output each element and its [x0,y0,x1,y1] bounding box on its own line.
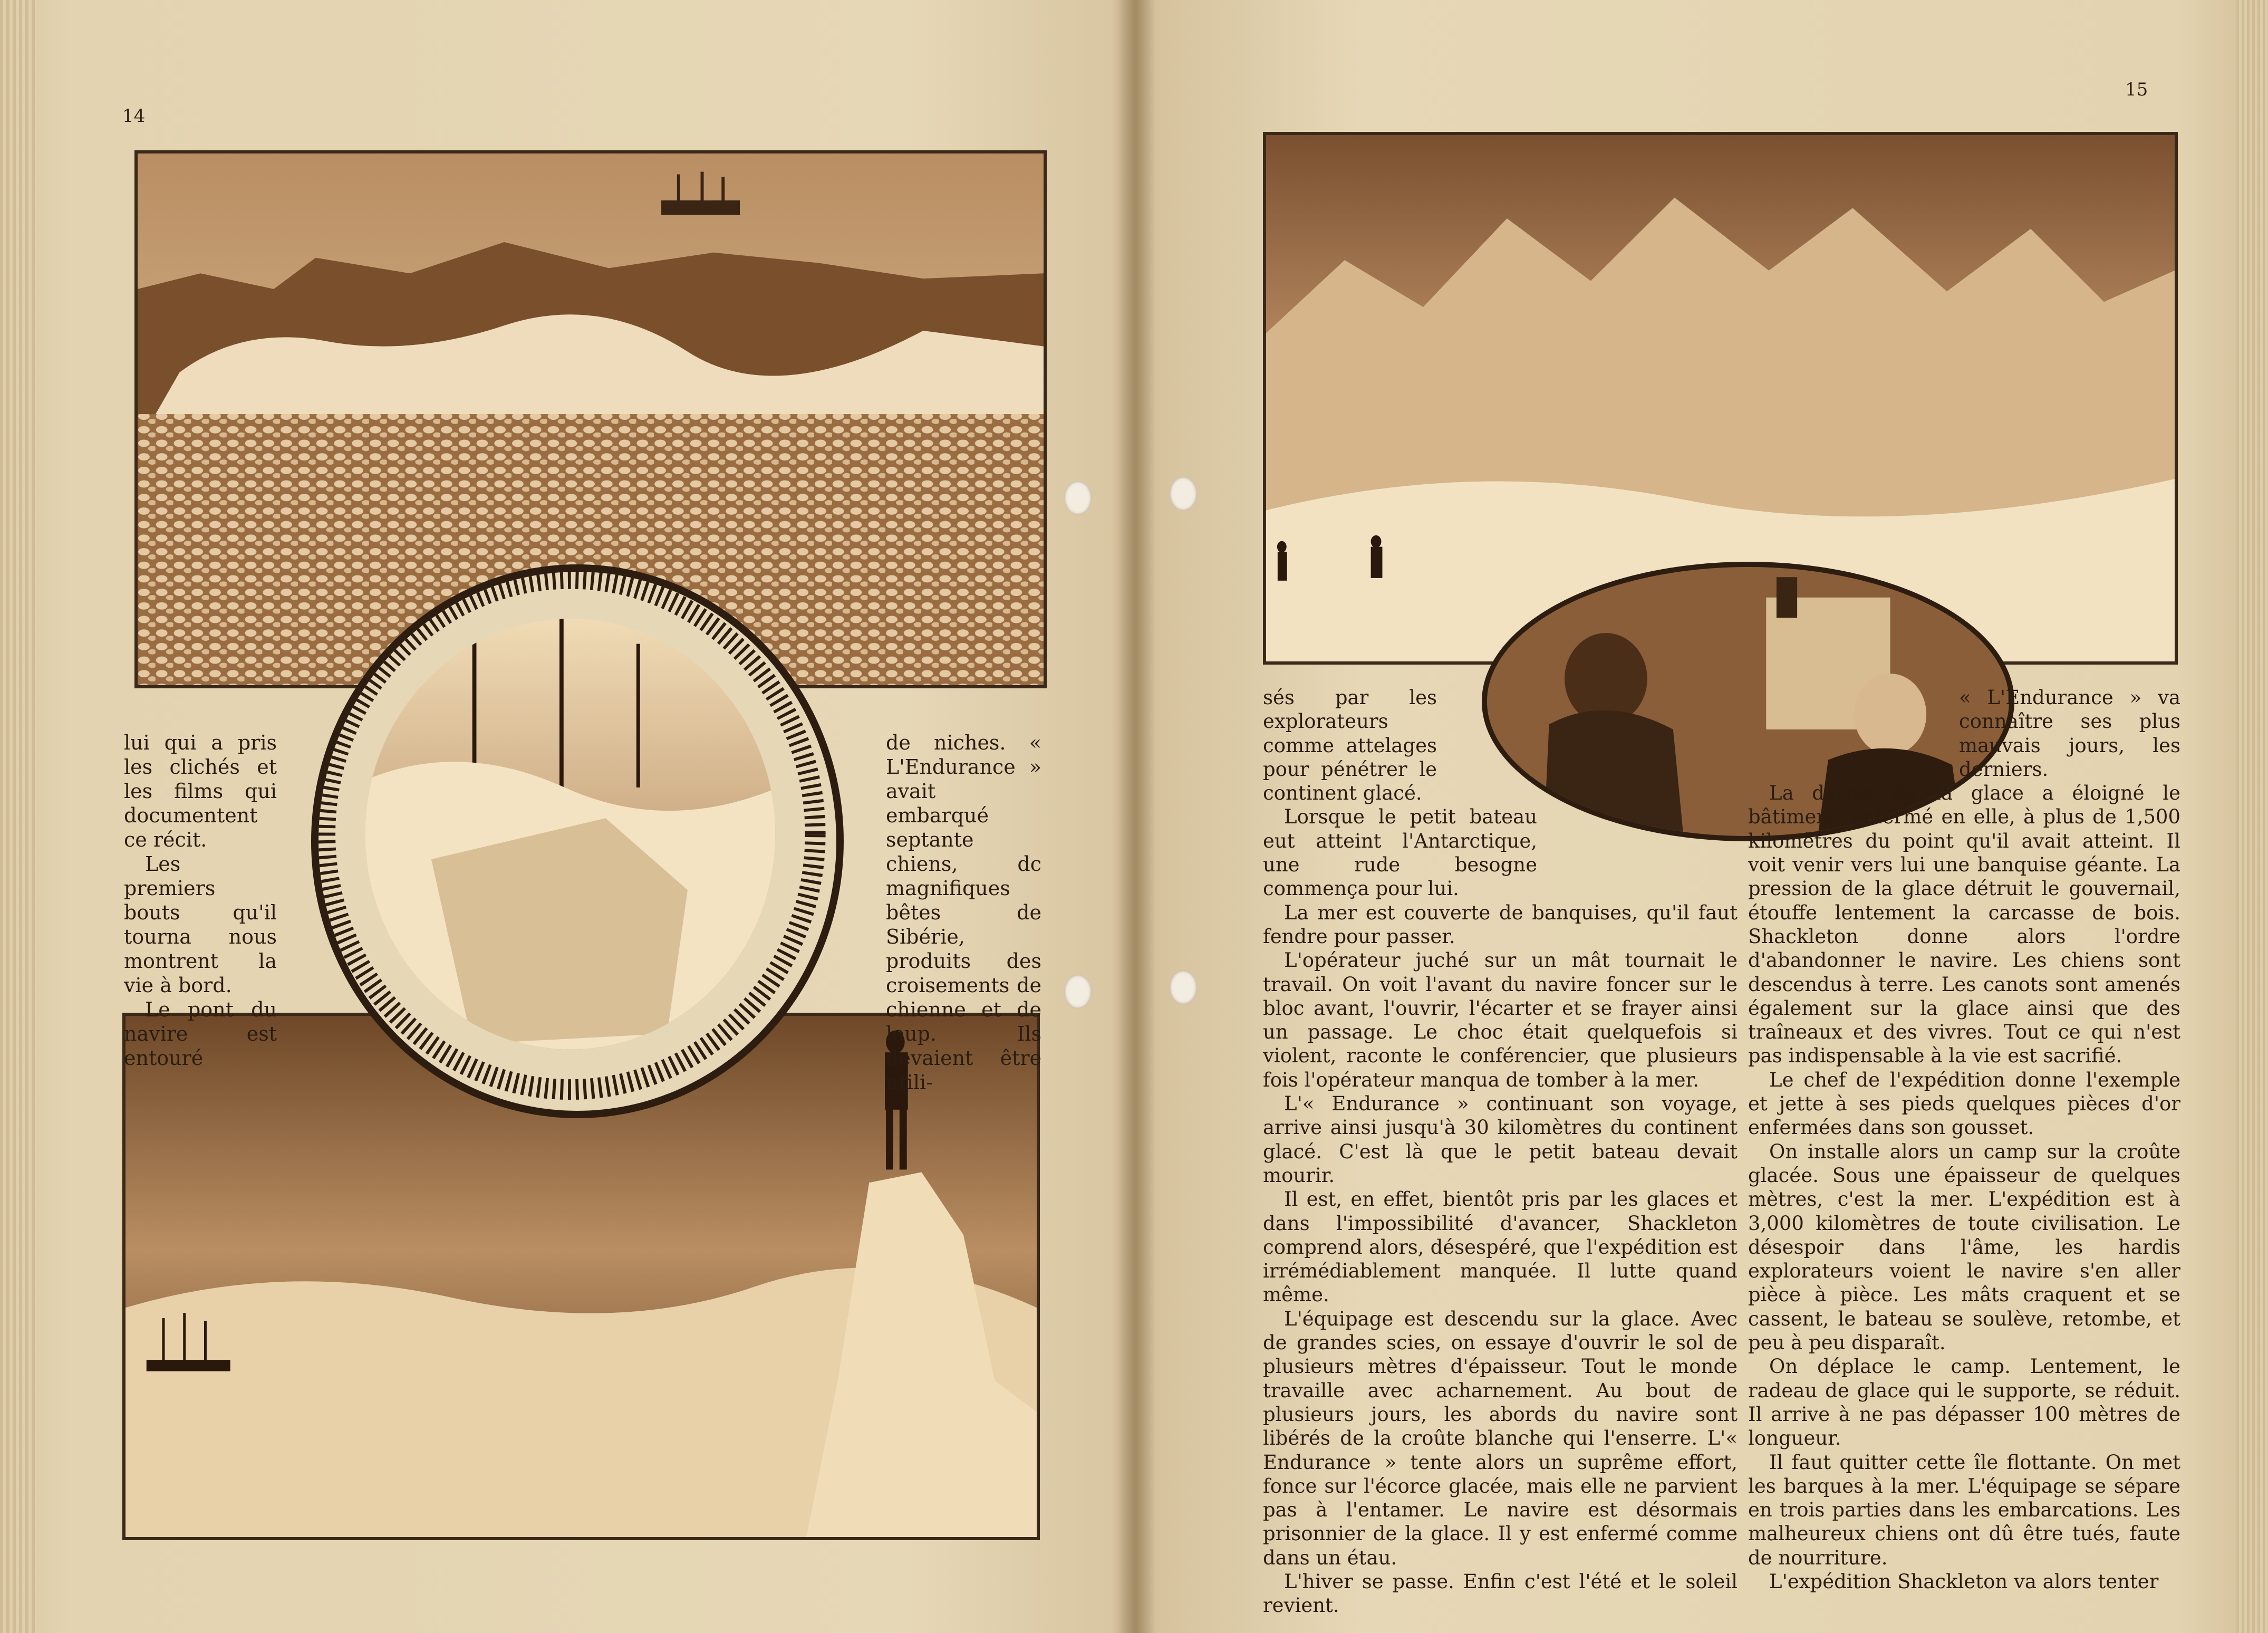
paragraph: Le chef de l'expédition donne l'exemple et jette à ses pieds quelques pièces d'or enfermées dans son gousset. [1748,1068,2180,1139]
paragraph: « L'Endurance » va connaître ses plus mauvais jours, les derniers. [1959,686,2180,781]
page-stack-edge-left [0,0,37,1633]
text-column-right-page-right [1748,686,2180,1593]
book-gutter [1118,0,1155,1633]
binding-hole [1064,481,1092,515]
text-column-right-page-left [1263,686,1738,1618]
paragraph: L'expédition Shackleton va alors tenter [1769,1570,2159,1593]
paragraph: Le pont du navire est entouré [124,998,277,1070]
paragraph: L'équipage est descendu sur la glace. Avec de grandes scies, on essaye d'ouvrir le sol de plusieurs mètres d'épaisseur. Tout le monde travaille avec acharnement. Au bout de plusieurs jours, les abords du navire sont libérés de la croûte blanche qui l'enserre. L'« Endurance » tente alors un suprême effort, fonce sur l'écorce glacée, mais elle ne parvient pas à l'entamer. Le navire est désormais prisonnier de la glace. Il y est enfermé comme dans un étau. [1263,1307,1738,1569]
paragraph: L'« Endurance » continuant son voyage, arrive ainsi jusqu'à 30 kilomètres du continent glacé. C'est là que le petit bateau devait mourir. [1263,1092,1738,1187]
paragraph: Il faut quitter cette île flottante. On met les barques à la mer. L'équipage se sépare en trois parties dans les embarcations. Les malheureux chiens ont dû être tués, faute de nourriture. [1748,1451,2180,1569]
paragraph: L'hiver se passe. Enfin c'est l'été et le soleil revient. [1263,1570,1738,1617]
paragraph: Lorsque le petit bateau eut atteint l'Antarctique, une rude besogne commença pour lui. [1263,805,1537,900]
text-column-left-page-left [124,731,277,1070]
paragraph: On déplace le camp. Lentement, le radeau de glace qui le supporte, se réduit. Il arrive à ne pas dépasser 100 mètres de longueur. [1748,1355,2180,1450]
paragraph: On installe alors un camp sur la croûte glacée. Sous une épaisseur de quelques mètres, c'est la mer. L'expédition est à 3,000 kilomètres de toute civilisation. Le désespoir dans l'âme, les hardis explorateurs voient le navire s'en aller pièce à pièce. Les mâts craquent et se cassent, le bateau se soulève, retombe, et peu à peu disparaît. [1748,1140,2180,1355]
paragraph: de niches. « L'Endurance » avait embarqué septante chiens, dc magnifiques bêtes de Sibérie, produits des croisements de chienne et de loup. Ils devaient être utili- [886,731,1041,1094]
binding-hole [1064,975,1092,1008]
binding-hole [1170,477,1197,511]
paragraph: Les premiers bouts qu'il tourna nous montrent la vie à bord. [124,852,277,997]
page-number-left: 14 [122,105,146,127]
paragraph: La dérive de la glace a éloigné le bâtiment, enfermé en elle, à plus de 1,500 kilomètres du point qu'il avait atteint. Il voit venir vers lui une banquise géante. La pression de la glace détruit le gouvernail, étouffe lentement la carcasse de bois. Shackleton donne alors l'ordre d'abandonner le navire. Les chiens sont descendus à terre. Les canots sont amenés également sur la glace ainsi que des traîneaux et des vivres. Tout ce qui n'est pas indispensable à la vie est sacrifié. [1748,782,2180,1068]
page-stack-edge-right [2236,0,2268,1633]
page-number-right: 15 [2125,79,2148,100]
paragraph: La mer est couverte de banquises, qu'il faut fendre pour passer. [1263,901,1738,948]
paragraph: lui qui a pris les clichés et les films qui documentent ce récit. [124,731,277,851]
text-column-left-page-right [886,731,1041,1094]
photo-medallion-ship-in-ice [311,564,844,1118]
paragraph: Il est, en effet, bientôt pris par les glaces et dans l'impossibilité d'avancer, Shackleton comprend alors, désespéré, que l'expédition est irrémédiablement manquée. Il lutte quand même. [1263,1188,1738,1307]
paragraph: sés par les explorateurs comme attelages pour pénétrer le continent glacé. [1263,686,1437,805]
binding-hole [1170,971,1197,1004]
paragraph: L'opérateur juché sur un mât tournait le travail. On voit l'avant du navire foncer sur le bloc avant, l'ouvrir, l'écarter et se frayer ainsi un passage. Le choc était quelquefois si violent, raconte le conférencier, que plusieurs fois l'opérateur manqua de tomber à la mer. [1263,949,1738,1091]
